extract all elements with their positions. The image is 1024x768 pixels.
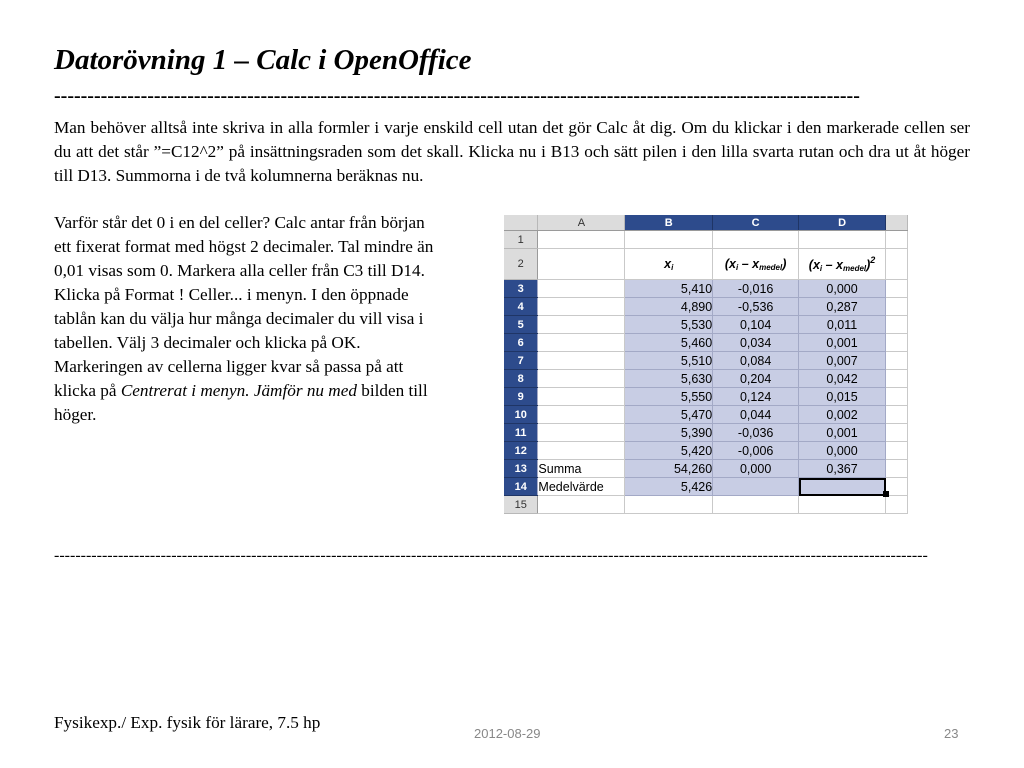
cell[interactable] bbox=[886, 316, 908, 334]
cell-c[interactable]: -0,536 bbox=[713, 298, 799, 316]
cell-c[interactable] bbox=[713, 478, 799, 496]
cell-b[interactable]: 5,630 bbox=[625, 370, 713, 388]
cell[interactable] bbox=[886, 370, 908, 388]
row-header[interactable]: 1 bbox=[504, 231, 538, 249]
cell[interactable] bbox=[886, 249, 908, 280]
cell-b[interactable]: 5,530 bbox=[625, 316, 713, 334]
cell-b[interactable]: 5,470 bbox=[625, 406, 713, 424]
footer-course: Fysikexp./ Exp. fysik för lärare, 7.5 hp bbox=[54, 713, 321, 732]
cell-c[interactable] bbox=[713, 496, 799, 514]
sheet-row bbox=[504, 370, 908, 388]
side-text-part-1: Varför står det 0 i en del celler? Calc antar från början ett fixerat format med högst 2 decimaler. Tal mindre än 0,01 visas som 0. Markera alla celler från C3 till D14. Klicka på Format ! Celler... i menyn. I den öppnade tablån kan du välja hur många decimaler du vill visa i tabellen. Välj 3 decimaler och klicka på OK. Markeringen av cellerna ligger kvar så passa på att klicka på bbox=[54, 213, 434, 400]
cell-d[interactable]: 0,367 bbox=[799, 460, 886, 478]
cell-c[interactable]: -0,006 bbox=[713, 442, 799, 460]
cell-c[interactable]: 0,124 bbox=[713, 388, 799, 406]
header-d-close: ) bbox=[866, 258, 871, 272]
cell-d[interactable]: 0,001 bbox=[799, 334, 886, 352]
row-header[interactable]: 8 bbox=[504, 370, 538, 388]
cell[interactable] bbox=[886, 334, 908, 352]
row-header[interactable]: 2 bbox=[504, 249, 538, 280]
header-d-sub-medel: medel bbox=[843, 264, 867, 273]
cell[interactable] bbox=[538, 249, 625, 280]
cell-label[interactable]: Summa bbox=[538, 460, 625, 478]
sheet-row bbox=[504, 460, 908, 478]
cell[interactable] bbox=[538, 231, 625, 249]
row-header[interactable]: 3 bbox=[504, 280, 538, 298]
cell-d[interactable]: 0,002 bbox=[799, 406, 886, 424]
header-d-sup: 2 bbox=[870, 255, 876, 265]
cell[interactable] bbox=[886, 280, 908, 298]
cell[interactable] bbox=[886, 352, 908, 370]
row-header[interactable]: 4 bbox=[504, 298, 538, 316]
row-header[interactable]: 5 bbox=[504, 316, 538, 334]
cell-d[interactable]: 0,042 bbox=[799, 370, 886, 388]
row-header[interactable]: 14 bbox=[504, 478, 538, 496]
sheet-row bbox=[504, 231, 908, 249]
cell-d[interactable] bbox=[799, 478, 886, 496]
cell-c[interactable]: 0,084 bbox=[713, 352, 799, 370]
sheet-row bbox=[504, 424, 908, 442]
bottom-divider: -------------------------------------------------------------------------------------------------------------------------------------------------------------------- bbox=[54, 547, 928, 564]
cell-b[interactable]: 5,460 bbox=[625, 334, 713, 352]
row-header[interactable]: 10 bbox=[504, 406, 538, 424]
cell-d[interactable]: 0,000 bbox=[799, 280, 886, 298]
cell[interactable] bbox=[886, 298, 908, 316]
cell-c[interactable]: 0,204 bbox=[713, 370, 799, 388]
column-header-row bbox=[504, 215, 908, 231]
cell[interactable] bbox=[886, 388, 908, 406]
cell-c[interactable]: -0,036 bbox=[713, 424, 799, 442]
header-c-close: ) bbox=[782, 256, 787, 271]
cell-label[interactable] bbox=[538, 316, 625, 334]
cell-label[interactable] bbox=[538, 442, 625, 460]
header-c-sub-medel: medel bbox=[759, 262, 783, 272]
row-header[interactable]: 7 bbox=[504, 352, 538, 370]
title-divider: ------------------------------------------------------------------------------------------------------------------------- bbox=[54, 85, 860, 107]
footer-date: 2012-08-29 bbox=[474, 726, 541, 741]
column-header-a[interactable]: A bbox=[538, 215, 625, 231]
cell-d[interactable] bbox=[799, 496, 886, 514]
row-header[interactable]: 9 bbox=[504, 388, 538, 406]
cell[interactable] bbox=[886, 231, 908, 249]
sheet-row bbox=[504, 280, 908, 298]
sheet-row bbox=[504, 388, 908, 406]
spreadsheet-screenshot bbox=[504, 215, 908, 511]
header-xi-main: x bbox=[664, 256, 672, 271]
cell-label[interactable] bbox=[538, 370, 625, 388]
cell-label[interactable] bbox=[538, 298, 625, 316]
column-header-b[interactable]: B bbox=[625, 215, 713, 231]
row-header[interactable]: 13 bbox=[504, 460, 538, 478]
cell-label[interactable] bbox=[538, 280, 625, 298]
cell-label[interactable] bbox=[538, 406, 625, 424]
cell[interactable] bbox=[886, 424, 908, 442]
cell-b[interactable]: 5,390 bbox=[625, 424, 713, 442]
header-cell-squared-deviation[interactable] bbox=[799, 249, 886, 280]
cell-c[interactable]: 0,044 bbox=[713, 406, 799, 424]
spreadsheet-grid bbox=[504, 215, 908, 514]
cell-d[interactable]: 0,001 bbox=[799, 424, 886, 442]
fill-handle[interactable] bbox=[883, 491, 889, 497]
header-cell-xi[interactable] bbox=[625, 249, 713, 280]
side-paragraph bbox=[54, 211, 446, 427]
sheet-row bbox=[504, 352, 908, 370]
cell-label[interactable] bbox=[538, 352, 625, 370]
cell-b[interactable]: 5,426 bbox=[625, 478, 713, 496]
cell[interactable] bbox=[886, 406, 908, 424]
cell-b[interactable]: 5,420 bbox=[625, 442, 713, 460]
column-header-e[interactable] bbox=[886, 215, 908, 231]
cell-d[interactable]: 0,011 bbox=[799, 316, 886, 334]
cell[interactable] bbox=[713, 231, 799, 249]
row-header[interactable]: 11 bbox=[504, 424, 538, 442]
slide-title: Datorövning 1 – Calc i OpenOffice bbox=[54, 44, 472, 76]
cell-c[interactable]: 0,104 bbox=[713, 316, 799, 334]
cell-b[interactable]: 5,550 bbox=[625, 388, 713, 406]
header-c-open: (x bbox=[724, 256, 736, 271]
cell-d[interactable]: 0,015 bbox=[799, 388, 886, 406]
intro-paragraph: Man behöver alltså inte skriva in alla formler i varje enskild cell utan det gör Calc åt dig. Om du klickar i den markerade cellen ser du att det står ”=C12^2” på insättningsraden som det skall. Klicka nu i B13 och sätt pilen i den lilla svarta rutan och dra ut åt höger till D13. Summorna i de två kolumnerna beräknas nu. bbox=[54, 118, 970, 185]
header-d-open: (x bbox=[808, 258, 820, 272]
cell-label[interactable] bbox=[538, 424, 625, 442]
header-c-sub-i: i bbox=[736, 262, 739, 272]
cell-b[interactable]: 5,510 bbox=[625, 352, 713, 370]
cell-b[interactable]: 5,410 bbox=[625, 280, 713, 298]
cell-b[interactable]: 54,260 bbox=[625, 460, 713, 478]
cell-d[interactable]: 0,287 bbox=[799, 298, 886, 316]
header-d-sub-i: i bbox=[819, 264, 823, 273]
cell[interactable] bbox=[625, 231, 713, 249]
column-header-d[interactable]: D bbox=[799, 215, 886, 231]
side-text-part-2: bilden till höger. bbox=[54, 381, 428, 424]
cell[interactable] bbox=[886, 496, 908, 514]
cell-b[interactable] bbox=[625, 496, 713, 514]
row-header[interactable]: 12 bbox=[504, 442, 538, 460]
cell-c[interactable]: 0,034 bbox=[713, 334, 799, 352]
cell[interactable] bbox=[886, 460, 908, 478]
sheet-row bbox=[504, 316, 908, 334]
corner-cell[interactable] bbox=[504, 215, 538, 231]
cell-c[interactable]: -0,016 bbox=[713, 280, 799, 298]
column-header-c[interactable]: C bbox=[713, 215, 799, 231]
cell-label[interactable] bbox=[538, 496, 625, 514]
cell-d[interactable]: 0,007 bbox=[799, 352, 886, 370]
sheet-header-row bbox=[504, 249, 908, 280]
data-rows bbox=[504, 280, 908, 514]
side-text-italic: Centrerat i menyn. Jämför nu med bbox=[120, 381, 357, 400]
cell-label[interactable] bbox=[538, 334, 625, 352]
sheet-row bbox=[504, 442, 908, 460]
header-c-minus: – x bbox=[738, 256, 760, 271]
row-header[interactable]: 15 bbox=[504, 496, 538, 514]
cell-d[interactable]: 0,000 bbox=[799, 442, 886, 460]
header-d-minus: – x bbox=[822, 258, 843, 272]
header-xi-sub: i bbox=[671, 262, 674, 272]
sheet-row bbox=[504, 406, 908, 424]
sheet-row bbox=[504, 496, 908, 514]
sheet-row bbox=[504, 298, 908, 316]
cell[interactable] bbox=[799, 231, 886, 249]
cell-b[interactable]: 4,890 bbox=[625, 298, 713, 316]
row-header[interactable]: 6 bbox=[504, 334, 538, 352]
footer-page-number: 23 bbox=[944, 726, 959, 741]
sheet-row bbox=[504, 334, 908, 352]
header-cell-deviation[interactable] bbox=[713, 249, 799, 280]
sheet-row bbox=[504, 478, 908, 496]
cell[interactable] bbox=[886, 442, 908, 460]
cell-label[interactable]: Medelvärde bbox=[538, 478, 625, 496]
cell-label[interactable] bbox=[538, 388, 625, 406]
cell-c[interactable]: 0,000 bbox=[713, 460, 799, 478]
